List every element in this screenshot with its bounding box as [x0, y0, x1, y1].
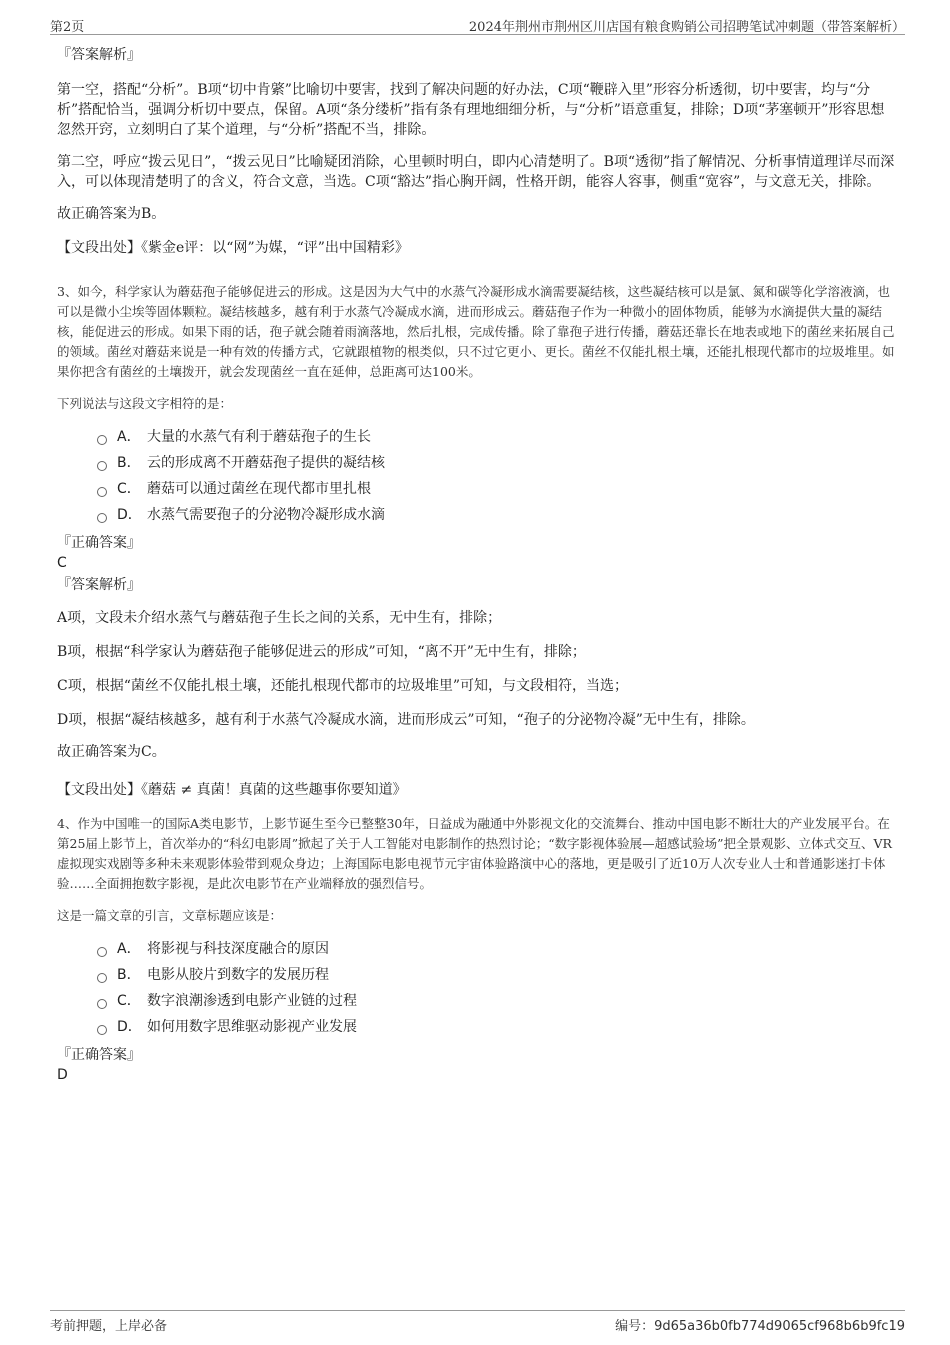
radio-icon[interactable] [97, 947, 107, 957]
q3-analysis-item: D项，根据“凝结核越多，越有利于水蒸气冷凝成水滴，进而形成云”可知，“孢子的分泌物冷凝”无中生有，排除。 [57, 712, 755, 728]
q3-analysis-item: A项，文段未介绍水蒸气与蘑菇孢子生长之间的关系，无中生有，排除； [57, 610, 502, 626]
q3-conclusion: 故正确答案为C。 [57, 744, 166, 760]
q4-options [57, 936, 895, 1040]
q4-option-c[interactable]: C． 数字浪潮渗透到电影产业链的过程 [97, 988, 895, 1014]
radio-icon[interactable] [97, 461, 107, 471]
radio-icon[interactable] [97, 1025, 107, 1035]
q3-analysis-item: B项，根据“科学家认为蘑菇孢子能够促进云的形成”可知，“离不开”无中生有，排除； [57, 644, 586, 660]
radio-icon[interactable] [97, 435, 107, 445]
q2-analysis-label: 『答案解析』 [57, 47, 141, 63]
q3-analysis-label: 『答案解析』 [57, 577, 141, 593]
document-code: 编号：9d65a36b0fb774d9065cf968b6b9fc19 [615, 1319, 905, 1334]
radio-icon[interactable] [97, 999, 107, 1009]
q4-prompt: 这是一篇文章的引言，文章标题应该是： [57, 908, 283, 923]
document-title: 2024年荆州市荆州区川店国有粮食购销公司招聘笔试冲刺题（带答案解析） [468, 20, 905, 35]
page-footer [50, 1310, 905, 1335]
page-header [50, 14, 905, 35]
q3-answer: C [57, 555, 67, 571]
q2-conclusion: 故正确答案为B。 [57, 206, 166, 222]
q4-answer: D [57, 1067, 68, 1083]
q3-options [57, 424, 895, 528]
q3-text: 3、如今，科学家认为蘑菇孢子能够促进云的形成。这是因为大气中的水蒸气冷凝形成水滴需要凝结核，这些凝结核可以是氯、氮和碳等化学溶液滴，也可以是微小尘埃等固体颗粒。凝结核越多，越有利于水蒸气冷凝成水滴，进而形成云。蘑菇孢子作为一种微小的固体物质，能够为水滴提供大量的凝结核，能促进云的形成。如果下雨的话，孢子就会随着雨滴落地，然后扎根，完成传播。除了靠孢子进行传播，蘑菇还靠长在地表或地下的菌丝来拓展自己的领域。菌丝对蘑菇来说是一种有效的传播方式，它就跟植物的根类似，只不过它更小、更长。菌丝不仅能扎根土壤，还能扎根现代都市的垃圾堆里。如果你把含有菌丝的土壤拨开，就会发现菌丝一直在延伸，总距离可达100米。 [57, 284, 895, 379]
q3-option-d[interactable]: D． 水蒸气需要孢子的分泌物冷凝形成水滴 [97, 502, 895, 528]
q3-option-c[interactable]: C． 蘑菇可以通过菌丝在现代都市里扎根 [97, 476, 895, 502]
q3-option-b[interactable]: B． 云的形成离不开蘑菇孢子提供的凝结核 [97, 450, 895, 476]
footer-note: 考前押题，上岸必备 [50, 1319, 168, 1334]
radio-icon[interactable] [97, 487, 107, 497]
q3-source: 【文段出处】《蘑菇 ≠ 真菌！真菌的这些趣事你要知道》 [57, 782, 407, 798]
radio-icon[interactable] [97, 513, 107, 523]
q4-option-a[interactable]: A． 将影视与科技深度融合的原因 [97, 936, 895, 962]
q3-prompt: 下列说法与这段文字相符的是： [57, 396, 233, 411]
q4-answer-label: 『正确答案』 [57, 1047, 141, 1063]
q2-analysis-paragraph: 第一空，搭配“分析”。B项“切中肯綮”比喻切中要害，找到了解决问题的好办法，C项“鞭辟入里”形容分析透彻，切中要害，均与“分析”搭配恰当，强调分析切中要点，保留。A项“条分缕析”指有条有理地细细分析，与“分析”语意重复，排除；D项“茅塞顿开”形容思想忽然开窍，立刻明白了某个道理，与“分析”搭配不当，排除。 [57, 82, 885, 138]
radio-icon[interactable] [97, 973, 107, 983]
q3-analysis-item: C项，根据“菌丝不仅能扎根土壤，还能扎根现代都市的垃圾堆里”可知，与文段相符，当选； [57, 678, 629, 694]
q4-text: 4、作为中国唯一的国际A类电影节，上影节诞生至今已整整30年，日益成为融通中外影视文化的交流舞台、推动中国电影不断壮大的产业发展平台。在第25届上影节上，首次举办的“科幻电影周”掀起了关于人工智能对电影制作的热烈讨论；“数字影视体验展—超感试验场”把全景观影、立体式交互、VR虚拟现实戏剧等多种未来观影体验带到观众身边；上海国际电影电视节元宇宙体验路演中心的落地，更是吸引了近10万人次专业人士和普通影迷打卡体验……全面拥抱数字影视，是此次电影节在产业端释放的强烈信号。 [57, 816, 892, 891]
q4-option-b[interactable]: B． 电影从胶片到数字的发展历程 [97, 962, 895, 988]
q3-answer-label: 『正确答案』 [57, 535, 141, 551]
q2-source: 【文段出处】《紫金e评：以“网”为媒，“评”出中国精彩》 [57, 240, 409, 256]
q2-analysis-paragraph: 第二空，呼应“拨云见日”，“拨云见日”比喻疑团消除，心里顿时明白，即内心清楚明了。B项“透彻”指了解情况、分析事情道理详尽而深入，可以体现清楚明了的含义，符合文意，当选。C项“豁达”指心胸开阔，性格开朗，能容人容事，侧重“宽容”，与文意无关，排除。 [57, 154, 895, 190]
page-number: 第2页 [50, 20, 85, 35]
q3-option-a[interactable]: A． 大量的水蒸气有利于蘑菇孢子的生长 [97, 424, 895, 450]
page-content [57, 44, 895, 1084]
q4-option-d[interactable]: D． 如何用数字思维驱动影视产业发展 [97, 1014, 895, 1040]
